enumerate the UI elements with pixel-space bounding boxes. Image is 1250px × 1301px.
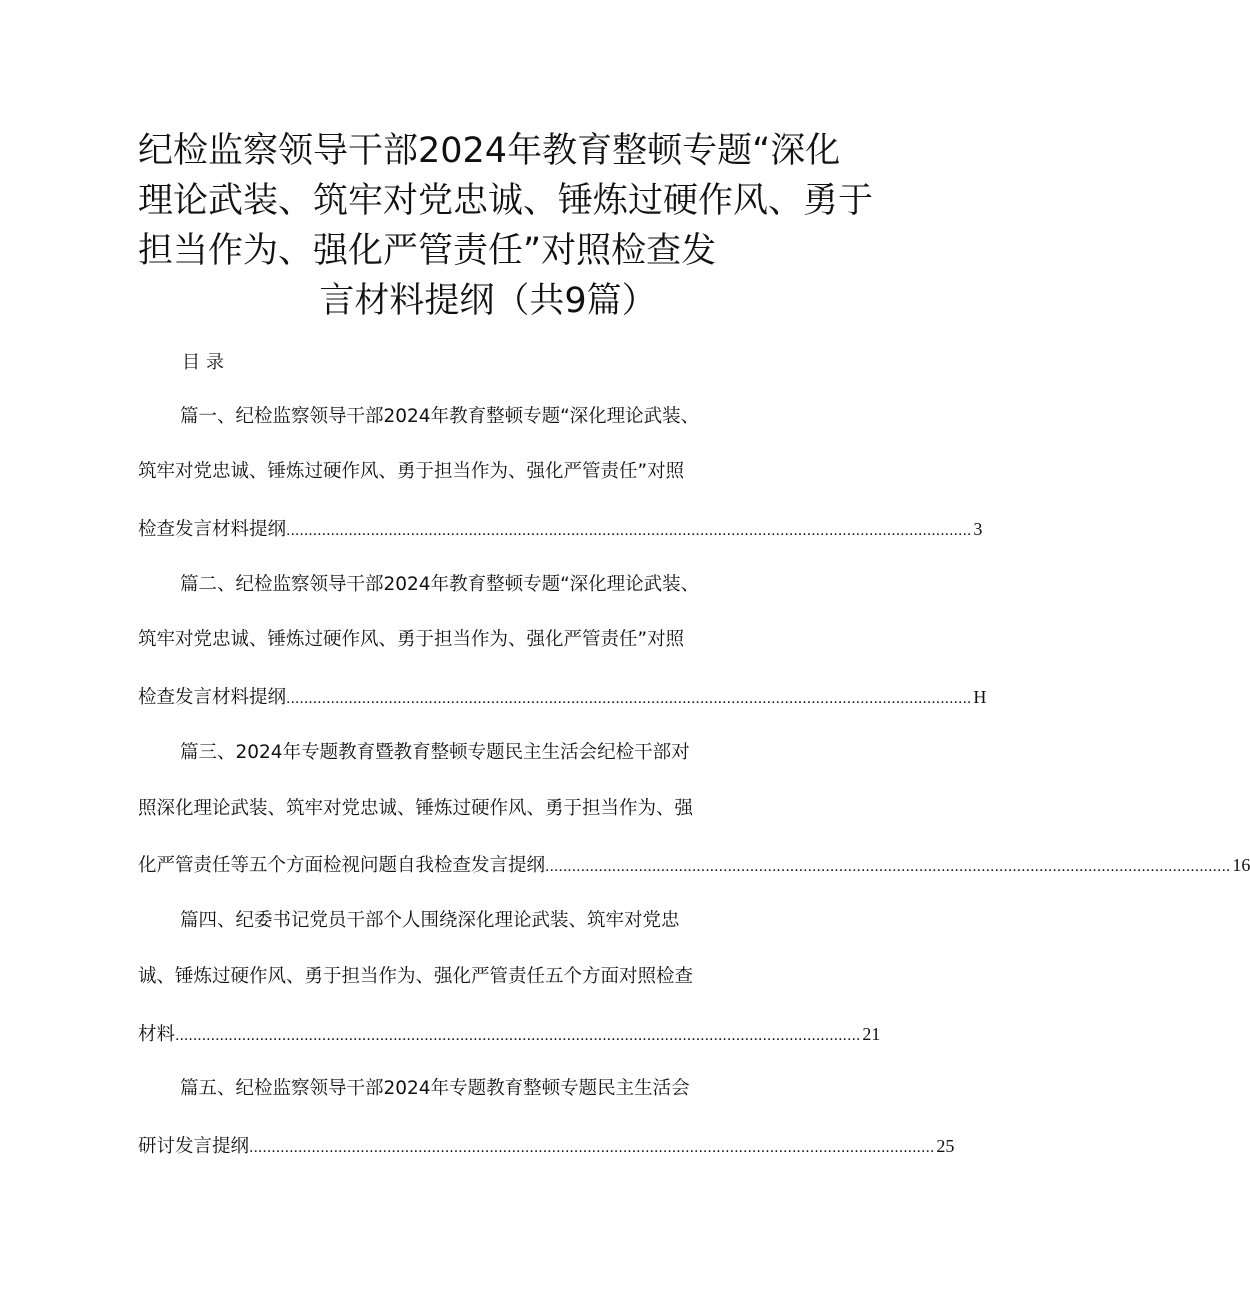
toc-entry-2-page: H [973, 687, 987, 707]
toc-entry-1-line-2[interactable]: 筑牢对党忠诚、锤炼过硬作风、勇于担当作为、强化严管责任”对照 [138, 461, 685, 482]
toc-entry-1-line-1[interactable]: 篇一、纪检监察领导干部2024年教育整顿专题“深化理论武装、 [180, 406, 700, 427]
dot-leader: .......................................................................................................................................................... [545, 859, 1231, 875]
title-line-2: 理论武装、筑牢对党忠诚、锤炼过硬作风、勇于 [138, 181, 874, 221]
dot-leader: .......................................................................................................................................................... [249, 1140, 935, 1156]
toc-entry-5-text: 研讨发言提纲 [138, 1136, 250, 1157]
toc-entry-3-line-1[interactable]: 篇三、2024年专题教育暨教育整顿专题民主生活会纪检干部对 [180, 742, 690, 763]
toc-entry-1-text: 检查发言材料提纲 [138, 519, 287, 540]
toc-entry-3-line-3[interactable] [138, 850, 1250, 880]
toc-entry-2-line-2[interactable]: 筑牢对党忠诚、锤炼过硬作风、勇于担当作为、强化严管责任”对照 [138, 629, 685, 650]
toc-entry-5-line-2[interactable] [138, 1131, 955, 1161]
title-line-3: 担当作为、强化严管责任”对照检查发 [138, 231, 717, 271]
toc-entry-5-page: 25 [936, 1136, 955, 1156]
document-title [138, 126, 874, 326]
dot-leader: .......................................................................................................................................................... [175, 1028, 861, 1044]
title-line-1: 纪检监察领导干部2024年教育整顿专题“深化 [138, 131, 841, 171]
toc-entry-3-page: 16 [1232, 855, 1250, 875]
dot-leader: .......................................................................................................................................................... [286, 691, 972, 707]
title-line-4: 言材料提纲（共9篇） [319, 281, 657, 321]
toc-heading: 目录 [182, 352, 230, 373]
toc-entry-1-line-3[interactable] [138, 514, 983, 544]
toc-entry-3-line-2[interactable]: 照深化理论武装、筑牢对党忠诚、锤炼过硬作风、勇于担当作为、强 [138, 798, 694, 819]
toc-entry-4-line-2[interactable]: 诚、锤炼过硬作风、勇于担当作为、强化严管责任五个方面对照检查 [138, 966, 694, 987]
toc-entry-2-line-3[interactable] [138, 682, 987, 712]
toc-entry-2-line-1[interactable]: 篇二、纪检监察领导干部2024年教育整顿专题“深化理论武装、 [180, 574, 700, 595]
dot-leader: .......................................................................................................................................................... [286, 523, 972, 539]
toc-entry-1-page: 3 [973, 519, 983, 539]
toc-entry-4-line-1[interactable]: 篇四、纪委书记党员干部个人围绕深化理论武装、筑牢对党忠 [180, 910, 680, 931]
toc-entry-4-page: 21 [862, 1024, 881, 1044]
toc-entry-4-text: 材料 [138, 1024, 176, 1045]
toc-entry-5-line-1[interactable]: 篇五、纪检监察领导干部2024年专题教育整顿专题民主生活会 [180, 1078, 690, 1099]
toc-entry-3-text: 化严管责任等五个方面检视问题自我检查发言提纲 [138, 855, 546, 876]
toc-entry-4-line-3[interactable] [138, 1019, 881, 1049]
toc-entry-2-text: 检查发言材料提纲 [138, 687, 287, 708]
